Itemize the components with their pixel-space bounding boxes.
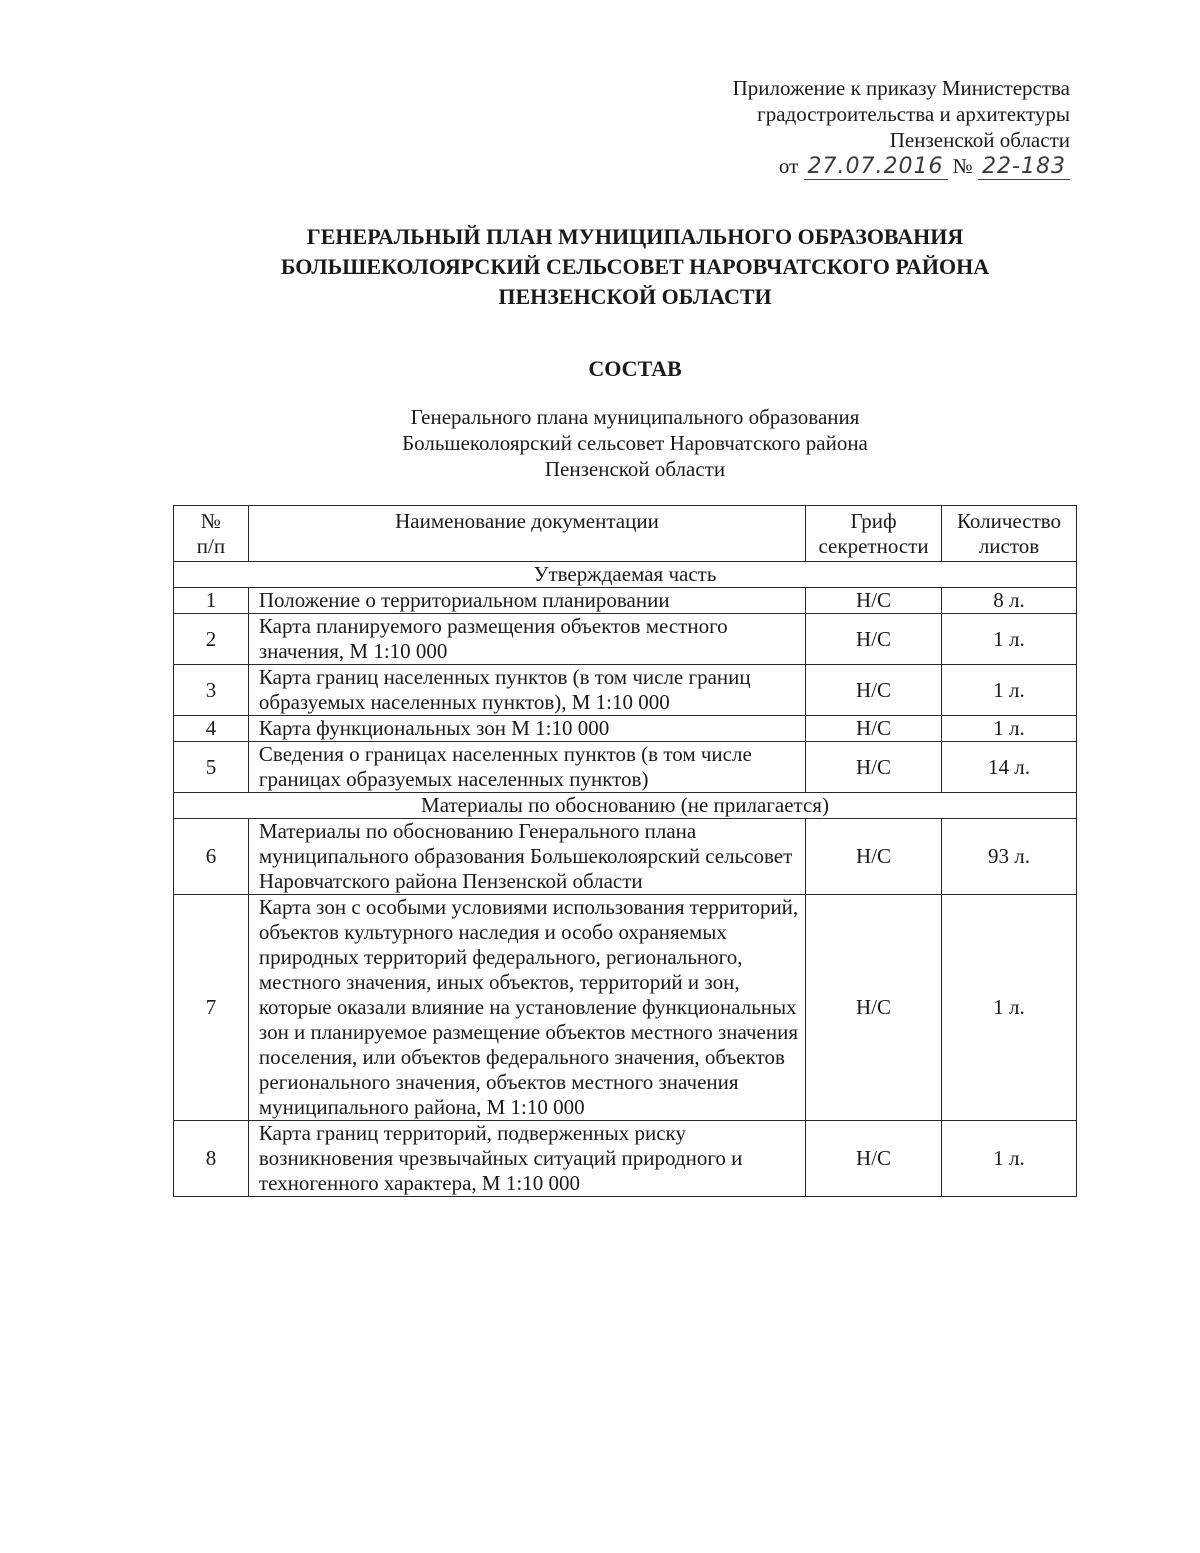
row-name: Карта зон с особыми условиями использования территорий, объектов культурного наследия и особо охраняемых природных территорий федерального, регионального, местного значения, иных объектов, территорий и зон, которые оказали влияние на установление функциональных зон и планируемое размещение объектов местного значения поселения, или объектов федерального значения, объектов регионального значения, объектов местного значения муниципального района, М 1:10 000 xyxy=(248,895,805,1121)
row-qty: 1 л. xyxy=(942,1121,1077,1197)
row-name: Положение о территориальном планировании xyxy=(248,588,805,614)
title-line-1: ГЕНЕРАЛЬНЫЙ ПЛАН МУНИЦИПАЛЬНОГО ОБРАЗОВАНИЯ xyxy=(306,224,964,249)
row-num: 7 xyxy=(174,895,249,1121)
title-line-2: БОЛЬШЕКОЛОЯРСКИЙ СЕЛЬСОВЕТ НАРОВЧАТСКОГО РАЙОНА xyxy=(280,254,990,279)
table-header-row xyxy=(174,506,1077,562)
header-num-line1: № xyxy=(200,509,221,533)
table-row xyxy=(174,614,1077,665)
table-row xyxy=(174,665,1077,716)
row-qty: 1 л. xyxy=(942,614,1077,665)
section-label: Утверждаемая часть xyxy=(174,562,1077,588)
row-qty: 14 л. xyxy=(942,742,1077,793)
number-prefix: № xyxy=(952,154,973,178)
order-date-line xyxy=(650,153,1070,180)
subtitle-line-2: Большеколоярский сельсовет Наровчатского района xyxy=(402,431,868,455)
appendix-line-3: Пензенской области xyxy=(889,128,1070,152)
document-title xyxy=(150,222,1120,312)
row-num: 1 xyxy=(174,588,249,614)
date-prefix: от xyxy=(778,154,799,178)
row-grif: Н/С xyxy=(806,716,942,742)
row-name: Карта функциональных зон М 1:10 000 xyxy=(248,716,805,742)
header-qty xyxy=(942,506,1077,562)
header-qty-line2: листов xyxy=(978,534,1040,558)
header-grif-line1: Гриф xyxy=(850,509,897,533)
row-name: Сведения о границах населенных пунктов (в том числе границах образуемых населенных пунктов) xyxy=(248,742,805,793)
table-row xyxy=(174,1121,1077,1197)
header-grif xyxy=(806,506,942,562)
row-grif: Н/С xyxy=(806,665,942,716)
header-num-line2: п/п xyxy=(196,534,226,558)
table-row xyxy=(174,588,1077,614)
header-name: Наименование документации xyxy=(248,506,805,562)
row-grif: Н/С xyxy=(806,588,942,614)
appendix-header xyxy=(650,75,1070,180)
row-qty: 8 л. xyxy=(942,588,1077,614)
row-name: Карта планируемого размещения объектов местного значения, М 1:10 000 xyxy=(248,614,805,665)
row-grif: Н/С xyxy=(806,895,942,1121)
title-line-3: ПЕНЗЕНСКОЙ ОБЛАСТИ xyxy=(498,284,772,309)
section-row-justification xyxy=(174,793,1077,819)
row-name: Материалы по обоснованию Генерального плана муниципального образования Большеколоярский сельсовет Наровчатского района Пензенской области xyxy=(248,819,805,895)
row-grif: Н/С xyxy=(806,819,942,895)
section-label: Материалы по обоснованию (не прилагается) xyxy=(174,793,1077,819)
section-row-approved xyxy=(174,562,1077,588)
appendix-line-2: градостроительства и архитектуры xyxy=(757,102,1070,126)
subtitle-line-1: Генерального плана муниципального образования xyxy=(410,405,860,429)
order-number: 22-183 xyxy=(978,154,1070,180)
table-row xyxy=(174,716,1077,742)
composition-table xyxy=(173,505,1077,1197)
row-grif: Н/С xyxy=(806,742,942,793)
composition-heading: СОСТАВ xyxy=(588,356,682,381)
row-num: 5 xyxy=(174,742,249,793)
header-qty-line1: Количество xyxy=(956,509,1062,533)
appendix-line-1: Приложение к приказу Министерства xyxy=(732,76,1070,100)
row-grif: Н/С xyxy=(806,1121,942,1197)
header-grif-line2: секретности xyxy=(818,534,929,558)
row-qty: 1 л. xyxy=(942,716,1077,742)
table-row xyxy=(174,819,1077,895)
row-num: 6 xyxy=(174,819,249,895)
row-num: 8 xyxy=(174,1121,249,1197)
table-row xyxy=(174,895,1077,1121)
row-num: 4 xyxy=(174,716,249,742)
subtitle-line-3: Пензенской области xyxy=(544,457,726,481)
row-num: 3 xyxy=(174,665,249,716)
row-qty: 1 л. xyxy=(942,665,1077,716)
header-num xyxy=(174,506,249,562)
row-qty: 1 л. xyxy=(942,895,1077,1121)
row-qty: 93 л. xyxy=(942,819,1077,895)
row-num: 2 xyxy=(174,614,249,665)
composition-subtitle xyxy=(150,404,1120,482)
row-name: Карта границ населенных пунктов (в том числе границ образуемых населенных пунктов), М 1:10 000 xyxy=(248,665,805,716)
row-name: Карта границ территорий, подверженных риску возникновения чрезвычайных ситуаций природного и техногенного характера, М 1:10 000 xyxy=(248,1121,805,1197)
row-grif: Н/С xyxy=(806,614,942,665)
table-row xyxy=(174,742,1077,793)
order-date: 27.07.2016 xyxy=(804,154,948,180)
